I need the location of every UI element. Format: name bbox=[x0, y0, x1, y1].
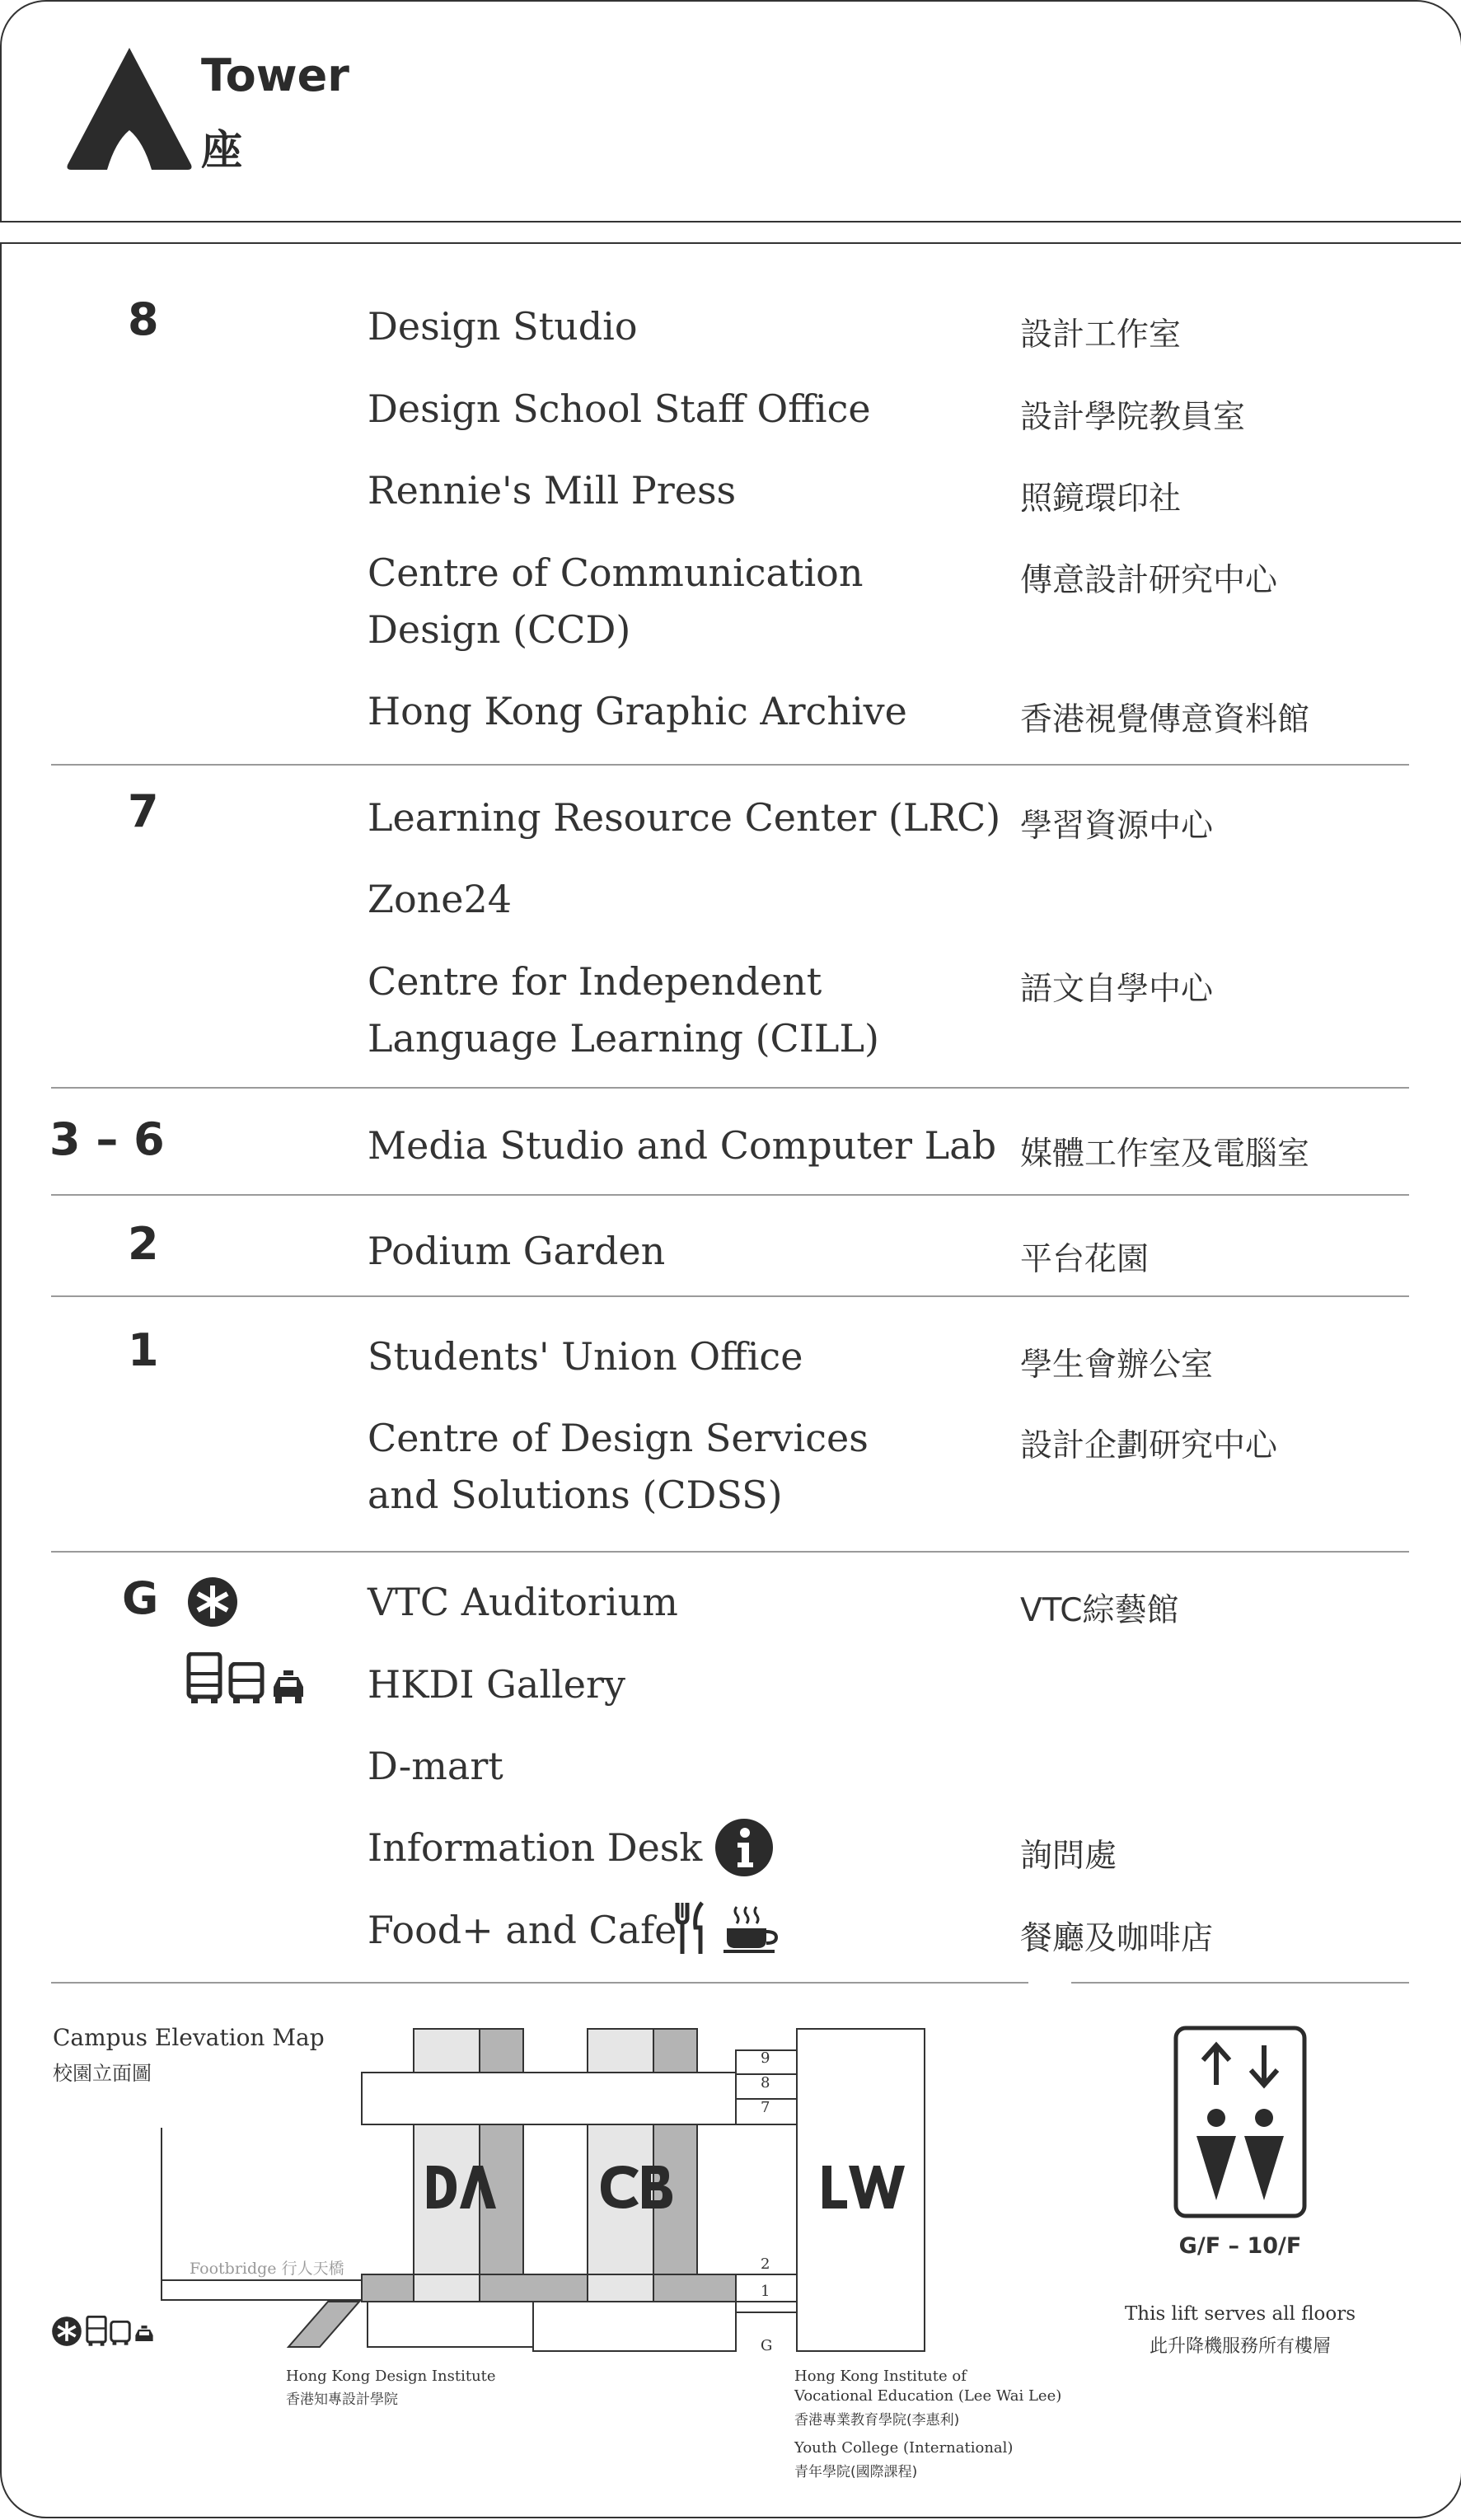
room-name: Podium Garden bbox=[368, 1229, 666, 1273]
room-name-zh: 餐廳及咖啡店 bbox=[1020, 1920, 1214, 1957]
room-name: Media Studio and Computer Lab bbox=[368, 1123, 997, 1168]
ive-label-zh: 香港專業教育學院(李惠利) bbox=[794, 2412, 960, 2429]
floor-label-g: G bbox=[122, 1572, 159, 1624]
room-name: Information Desk bbox=[368, 1825, 703, 1870]
bus-icon bbox=[86, 2316, 107, 2347]
floor-divider bbox=[1071, 1982, 1409, 1984]
room-name-zh: 照鏡環印社 bbox=[1020, 480, 1182, 518]
bus-icon bbox=[186, 1652, 222, 1705]
room-name: Students' Union Office bbox=[368, 1334, 803, 1379]
tower-logo-icon bbox=[63, 44, 196, 175]
level-label-1: 1 bbox=[761, 2283, 770, 2300]
room-name-zh: 媒體工作室及電腦室 bbox=[1020, 1136, 1310, 1173]
room-name-zh: 學習資源中心 bbox=[1020, 808, 1214, 845]
room-name-zh: 平台花園 bbox=[1020, 1241, 1150, 1278]
room-name: Zone24 bbox=[368, 877, 513, 921]
mtr-icon bbox=[186, 1576, 239, 1628]
lift-floors: G/F – 10/F bbox=[1178, 2233, 1302, 2259]
floor-label-2: 2 bbox=[128, 1218, 159, 1270]
room-name: Hong Kong Graphic Archive bbox=[368, 689, 907, 733]
lift-icon bbox=[1173, 2026, 1307, 2218]
floor-divider bbox=[51, 1087, 1409, 1089]
room-name-zh: 詢問處 bbox=[1020, 1838, 1117, 1875]
room-name-zh: 設計企劃研究中心 bbox=[1020, 1427, 1278, 1464]
cutlery-icon bbox=[674, 1901, 707, 1956]
floor-label-8: 8 bbox=[128, 293, 159, 345]
room-name: Learning Resource Center (LRC) bbox=[368, 795, 1001, 840]
room-name: Centre of Communication bbox=[368, 550, 864, 595]
coffee-cup-icon bbox=[722, 1904, 784, 1955]
ive-label-line1: Hong Kong Institute of bbox=[794, 2368, 967, 2385]
taxi-icon bbox=[270, 1670, 307, 1705]
lift-note: This lift serves all floors bbox=[1124, 2303, 1356, 2325]
room-name: Food+ and Cafe bbox=[368, 1908, 677, 1952]
room-name-zh: 學生會辦公室 bbox=[1020, 1347, 1214, 1384]
header-panel bbox=[0, 0, 1461, 222]
level-label-8: 8 bbox=[761, 2074, 770, 2091]
room-name: VTC Auditorium bbox=[368, 1580, 678, 1624]
campus-elevation-map bbox=[157, 2024, 948, 2370]
map-title: Campus Elevation Map bbox=[53, 2024, 325, 2051]
mtr-icon bbox=[51, 2316, 82, 2347]
room-name: Rennie's Mill Press bbox=[368, 468, 737, 513]
yc-label: Youth College (International) bbox=[794, 2439, 1014, 2457]
floor-divider bbox=[51, 1982, 1028, 1984]
level-label-9: 9 bbox=[761, 2049, 770, 2067]
room-name: HKDI Gallery bbox=[368, 1662, 625, 1707]
taxi-icon bbox=[133, 2326, 155, 2346]
floor-divider bbox=[51, 1551, 1409, 1553]
room-name-zh: 設計學院教員室 bbox=[1020, 399, 1246, 436]
lift-note-zh: 此升降機服務所有樓層 bbox=[1149, 2336, 1331, 2357]
hkdi-label-zh: 香港知專設計學院 bbox=[286, 2391, 398, 2408]
yc-label-zh: 青年學院(國際課程) bbox=[794, 2464, 918, 2480]
floor-label-7: 7 bbox=[128, 785, 159, 837]
level-label-7: 7 bbox=[761, 2099, 770, 2116]
info-icon bbox=[714, 1818, 774, 1877]
floor-divider bbox=[51, 1194, 1409, 1196]
minibus-icon bbox=[228, 1662, 265, 1705]
level-label-2: 2 bbox=[761, 2255, 770, 2273]
floor-label-3-6: 3 – 6 bbox=[49, 1113, 165, 1165]
room-name: Design Studio bbox=[368, 304, 638, 349]
tower-title-cjk: 座 bbox=[201, 126, 242, 174]
tower-title: Tower bbox=[201, 49, 349, 101]
floor-label-1: 1 bbox=[128, 1324, 159, 1376]
room-name: Centre for Independent bbox=[368, 959, 822, 1004]
room-name-line2: Language Learning (CILL) bbox=[368, 1016, 879, 1061]
hkdi-label: Hong Kong Design Institute bbox=[286, 2368, 496, 2385]
floor-divider bbox=[51, 764, 1409, 766]
room-name: D-mart bbox=[368, 1744, 503, 1788]
room-name-line2: and Solutions (CDSS) bbox=[368, 1473, 783, 1517]
room-name-line2: Design (CCD) bbox=[368, 607, 631, 652]
room-name-zh: 傳意設計研究中心 bbox=[1020, 562, 1278, 599]
ive-label-line2: Vocational Education (Lee Wai Lee) bbox=[794, 2387, 1062, 2405]
room-name-zh: VTC綜藝館 bbox=[1020, 1592, 1179, 1629]
map-title-zh: 校園立面圖 bbox=[53, 2062, 152, 2085]
level-label-g: G bbox=[761, 2337, 773, 2354]
floor-divider bbox=[51, 1295, 1409, 1297]
room-name: Centre of Design Services bbox=[368, 1416, 869, 1460]
room-name-zh: 設計工作室 bbox=[1020, 316, 1182, 354]
room-name-zh: 語文自學中心 bbox=[1020, 971, 1214, 1008]
footbridge-label: Footbridge 行人天橋 bbox=[190, 2260, 344, 2278]
room-name: Design School Staff Office bbox=[368, 386, 871, 431]
minibus-icon bbox=[110, 2321, 131, 2346]
room-name-zh: 香港視覺傳意資料館 bbox=[1020, 701, 1310, 738]
